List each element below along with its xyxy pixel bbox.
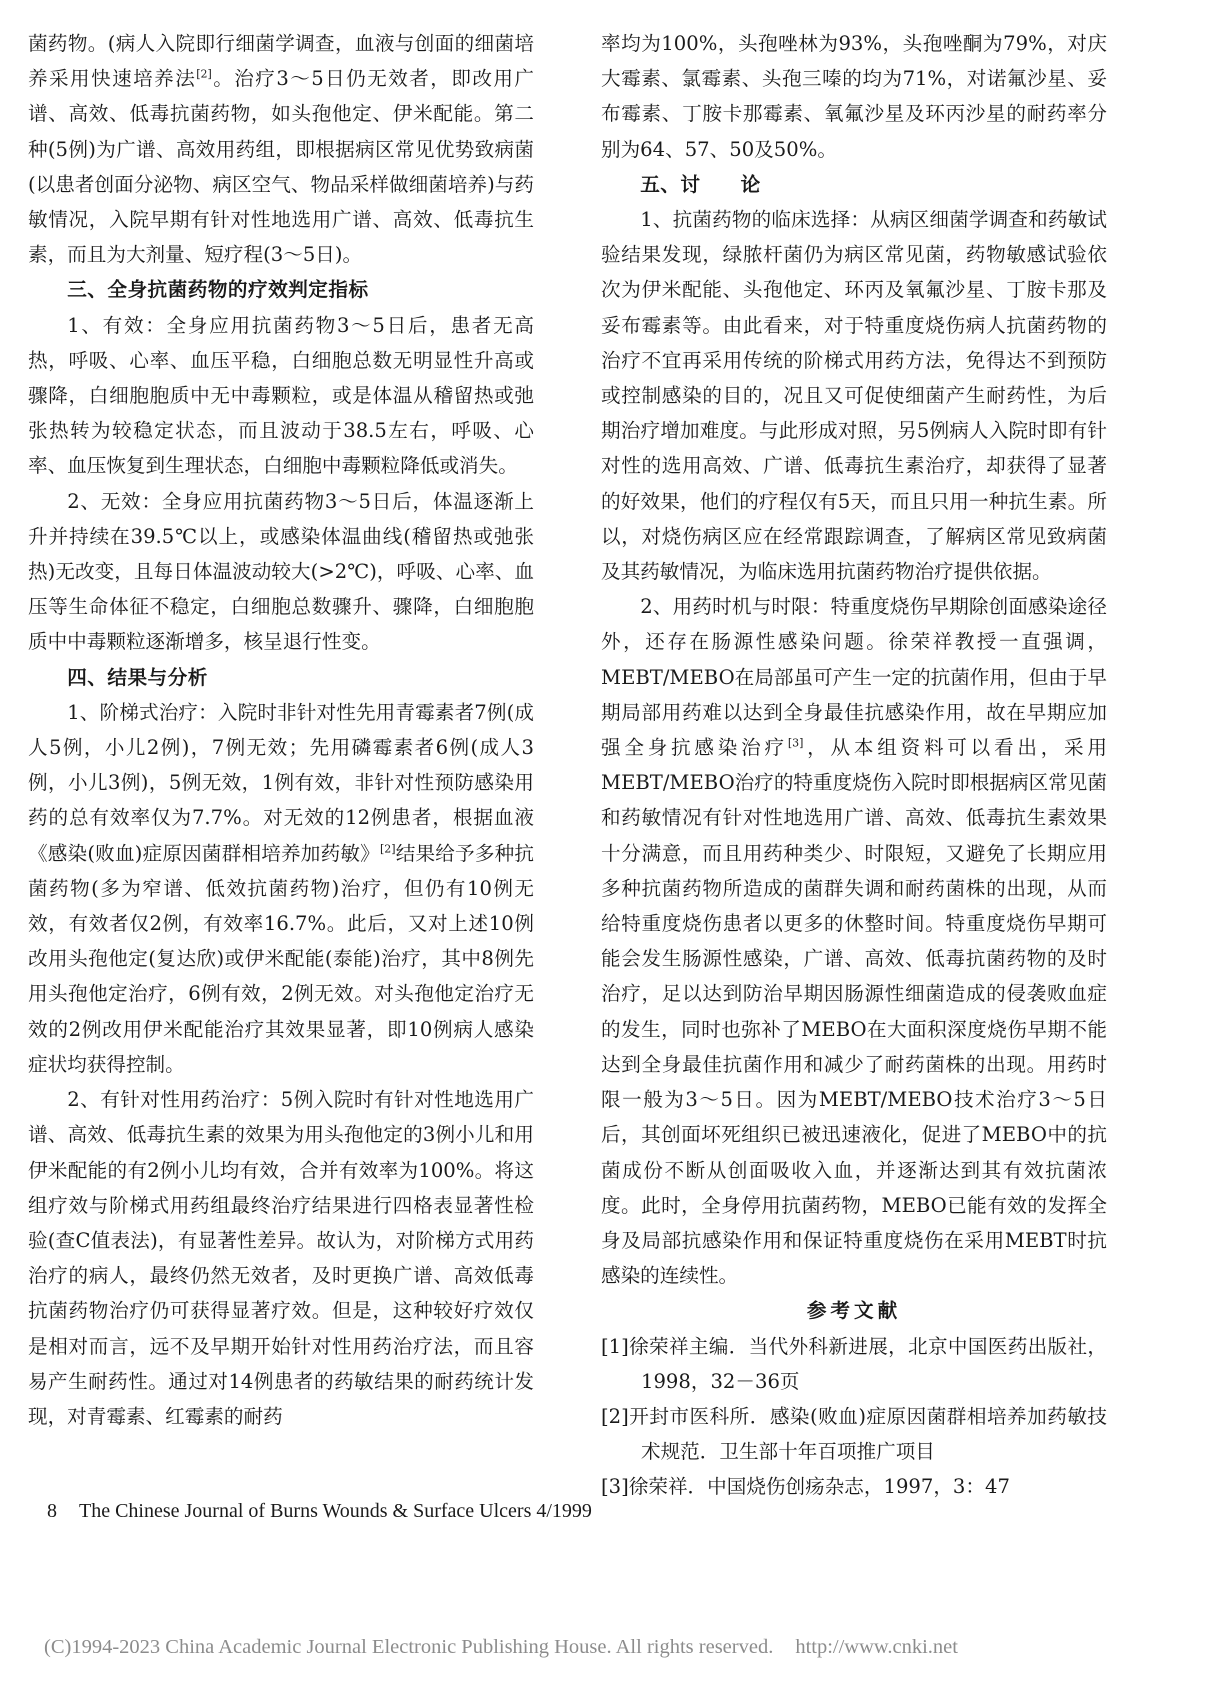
paragraph: 1、阶梯式治疗：入院时非针对性先用青霉素者7例(成人5例，小儿2例)，7例无效；先用磷霉素者6例(成人3例，小儿3例)，5例无效，1例有效，非针对性预防感染用药的总有效率仅为7.7%。对无效的12例患者，根据血液《感染(败血)症原因菌群相培养加药敏》[2]结果给予多种抗菌药物(多为窄谱、低效抗菌药物)治疗，但仍有10例无效，有效者仅2例，有效率16.7%。此后，又对上述10例改用头孢他定(复达欣)或伊米配能(泰能)治疗，其中8例先用头孢他定治疗，6例有效，2例无效。对头孢他定治疗无效的2例改用伊米配能治疗其效果显著，即10例病人感染症状均获得控制。 bbox=[28, 700, 534, 1076]
journal-name: The Chinese Journal of Burns Wounds & Surface Ulcers 4/1999 bbox=[79, 1500, 592, 1522]
references-title: 参考文献 bbox=[806, 1299, 902, 1323]
paragraph: 2、无效：全身应用抗菌药物3～5日后，体温逐渐上升并持续在39.5℃以上，或感染体温曲线(稽留热或弛张热)无改变，且每日体温波动较大(>2℃)，呼吸、心率、血压等生命体征不稳定，白细胞总数骤升、骤降，白细胞胞质中中毒颗粒逐渐增多，核呈退行性变。 bbox=[28, 489, 534, 654]
paragraph: 1、抗菌药物的临床选择：从病区细菌学调查和药敏试验结果发现，绿脓杆菌仍为病区常见菌，药物敏感试验依次为伊米配能、头孢他定、环丙及氧氟沙星、丁胺卡那及妥布霉素等。由此看来，对于特重度烧伤病人抗菌药物的治疗不宜再采用传统的阶梯式用药方法，免得达不到预防或控制感染的目的，况且又可促使细菌产生耐药性，为后期治疗增加难度。与此形成对照，另5例病人入院时即有针对性的选用高效、广谱、低毒抗生素治疗，却获得了显著的好效果，他们的疗程仅有5天，而且只用一种抗生素。所以，对烧伤病区应在经常跟踪调查，了解病区常见致病菌及其药敏情况，为临床选用抗菌药物治疗提供依据。 bbox=[601, 208, 1107, 584]
section-heading: 四、结果与分析 bbox=[67, 665, 208, 689]
paragraph: 2、用药时机与时限：特重度烧伤早期除创面感染途径外，还存在肠源性感染问题。徐荣祥教授一直强调，MEBT/MEBO在局部虽可产生一定的抗菌作用，但由于早期局部用药难以达到全身最佳抗感染作用，故在早期应加强全身抗感染治疗[3]，从本组资料可以看出，采用MEBT/MEBO治疗的特重度烧伤入院时即根据病区常见菌和药敏情况有针对性地选用广谱、高效、低毒抗生素效果十分满意，而且用药种类少、时限短，又避免了长期应用多种抗菌药物所造成的菌群失调和耐药菌株的出现，从而给特重度烧伤患者以更多的休整时间。特重度烧伤早期可能会发生肠源性感染，广谱、高效、低毒抗菌药物的及时治疗，足以达到防治早期因肠源性细菌造成的侵袭败血症的发生，同时也弥补了MEBO在大面积深度烧伤早期不能达到全身最佳抗菌作用和减少了耐药菌株的出现。用药时限一般为3～5日。因为MEBT/MEBO技术治疗3～5日后，其创面坏死组织已被迅速液化，促进了MEBO中的抗菌成份不断从创面吸收入血，并逐渐达到其有效抗菌浓度。此时，全身停用抗菌药物，MEBO已能有效的发挥全身及局部抗感染作用和保证特重度烧伤在采用MEBT时抗感染的连续性。 bbox=[601, 595, 1108, 1288]
reference-item: [1]徐荣祥主编．当代外科新进展，北京中国医药出版社，1998，32－36页 bbox=[601, 1334, 1107, 1393]
paragraph: 2、有针对性用药治疗：5例入院时有针对性地选用广谱、高效、低毒抗生素的效果为用头孢他定的3例小儿和用伊米配能的有2例小儿均有效，合并有效率为100%。将这组疗效与阶梯式用药组最终治疗结果进行四格表显著性检验(查C值表法)，有显著性差异。故认为，对阶梯方式用药治疗的病人，最终仍然无效者，及时更换广谱、高效低毒抗菌药物治疗仍可获得显著疗效。但是，这种较好疗效仅是相对而言，远不及早期开始针对性用药治疗法，而且容易产生耐药性。通过对14例患者的药敏结果的耐药统计发现，对青霉素、红霉素的耐药 bbox=[28, 1088, 534, 1428]
copyright-text: (C)1994-2023 China Academic Journal Electronic Publishing House. All rights reserved. bbox=[44, 1636, 774, 1658]
reference-item: [2]开封市医科所．感染(败血)症原因菌群相培养加药敏技术规范．卫生部十年百项推广项目 bbox=[601, 1404, 1107, 1464]
copyright-url[interactable]: http://www.cnki.net bbox=[795, 1636, 958, 1658]
reference-item: [3]徐荣祥．中国烧伤创疡杂志，1997，3：47 bbox=[601, 1475, 1010, 1499]
section-heading: 三、全身抗菌药物的疗效判定指标 bbox=[67, 278, 369, 302]
paragraph: 1、有效：全身应用抗菌药物3～5日后，患者无高热，呼吸、心率、血压平稳，白细胞总数无明显性升高或骤降，白细胞胞质中无中毒颗粒，或是体温从稽留热或弛张热转为较稳定状态，而且波动于38.5左右，呼吸、心率、血压恢复到生理状态，白细胞中毒颗粒降低或消失。 bbox=[28, 313, 534, 478]
copyright-notice bbox=[44, 1636, 958, 1659]
paragraph: 菌药物。(病人入院即行细菌学调查，血液与创面的细菌培养采用快速培养法[2]。治疗3～5日仍无效者，即改用广谱、高效、低毒抗菌药物，如头孢他定、伊米配能。第二种(5例)为广谱、高效用药组，即根据病区常见优势致病菌(以患者创面分泌物、病区空气、物品采样做细菌培养)与药敏情况，入院早期有针对性地选用广谱、高效、低毒抗生素，而且为大剂量、短疗程(3～5日)。 bbox=[28, 32, 534, 267]
paragraph: 率均为100%，头孢唑林为93%，头孢唑酮为79%，对庆大霉素、氯霉素、头孢三嗪的均为71%，对诺氟沙星、妥布霉素、丁胺卡那霉素、氧氟沙星及环丙沙星的耐药率分别为64、57、50及50%。 bbox=[601, 32, 1107, 161]
citation: [2] bbox=[379, 842, 396, 856]
left-column bbox=[28, 26, 534, 1434]
page-number: 8 bbox=[47, 1500, 57, 1522]
section-heading: 五、讨 论 bbox=[640, 172, 761, 196]
page-footer bbox=[47, 1500, 592, 1523]
citation: [3] bbox=[787, 736, 804, 750]
right-column bbox=[601, 26, 1107, 1505]
citation: [2] bbox=[196, 67, 212, 81]
